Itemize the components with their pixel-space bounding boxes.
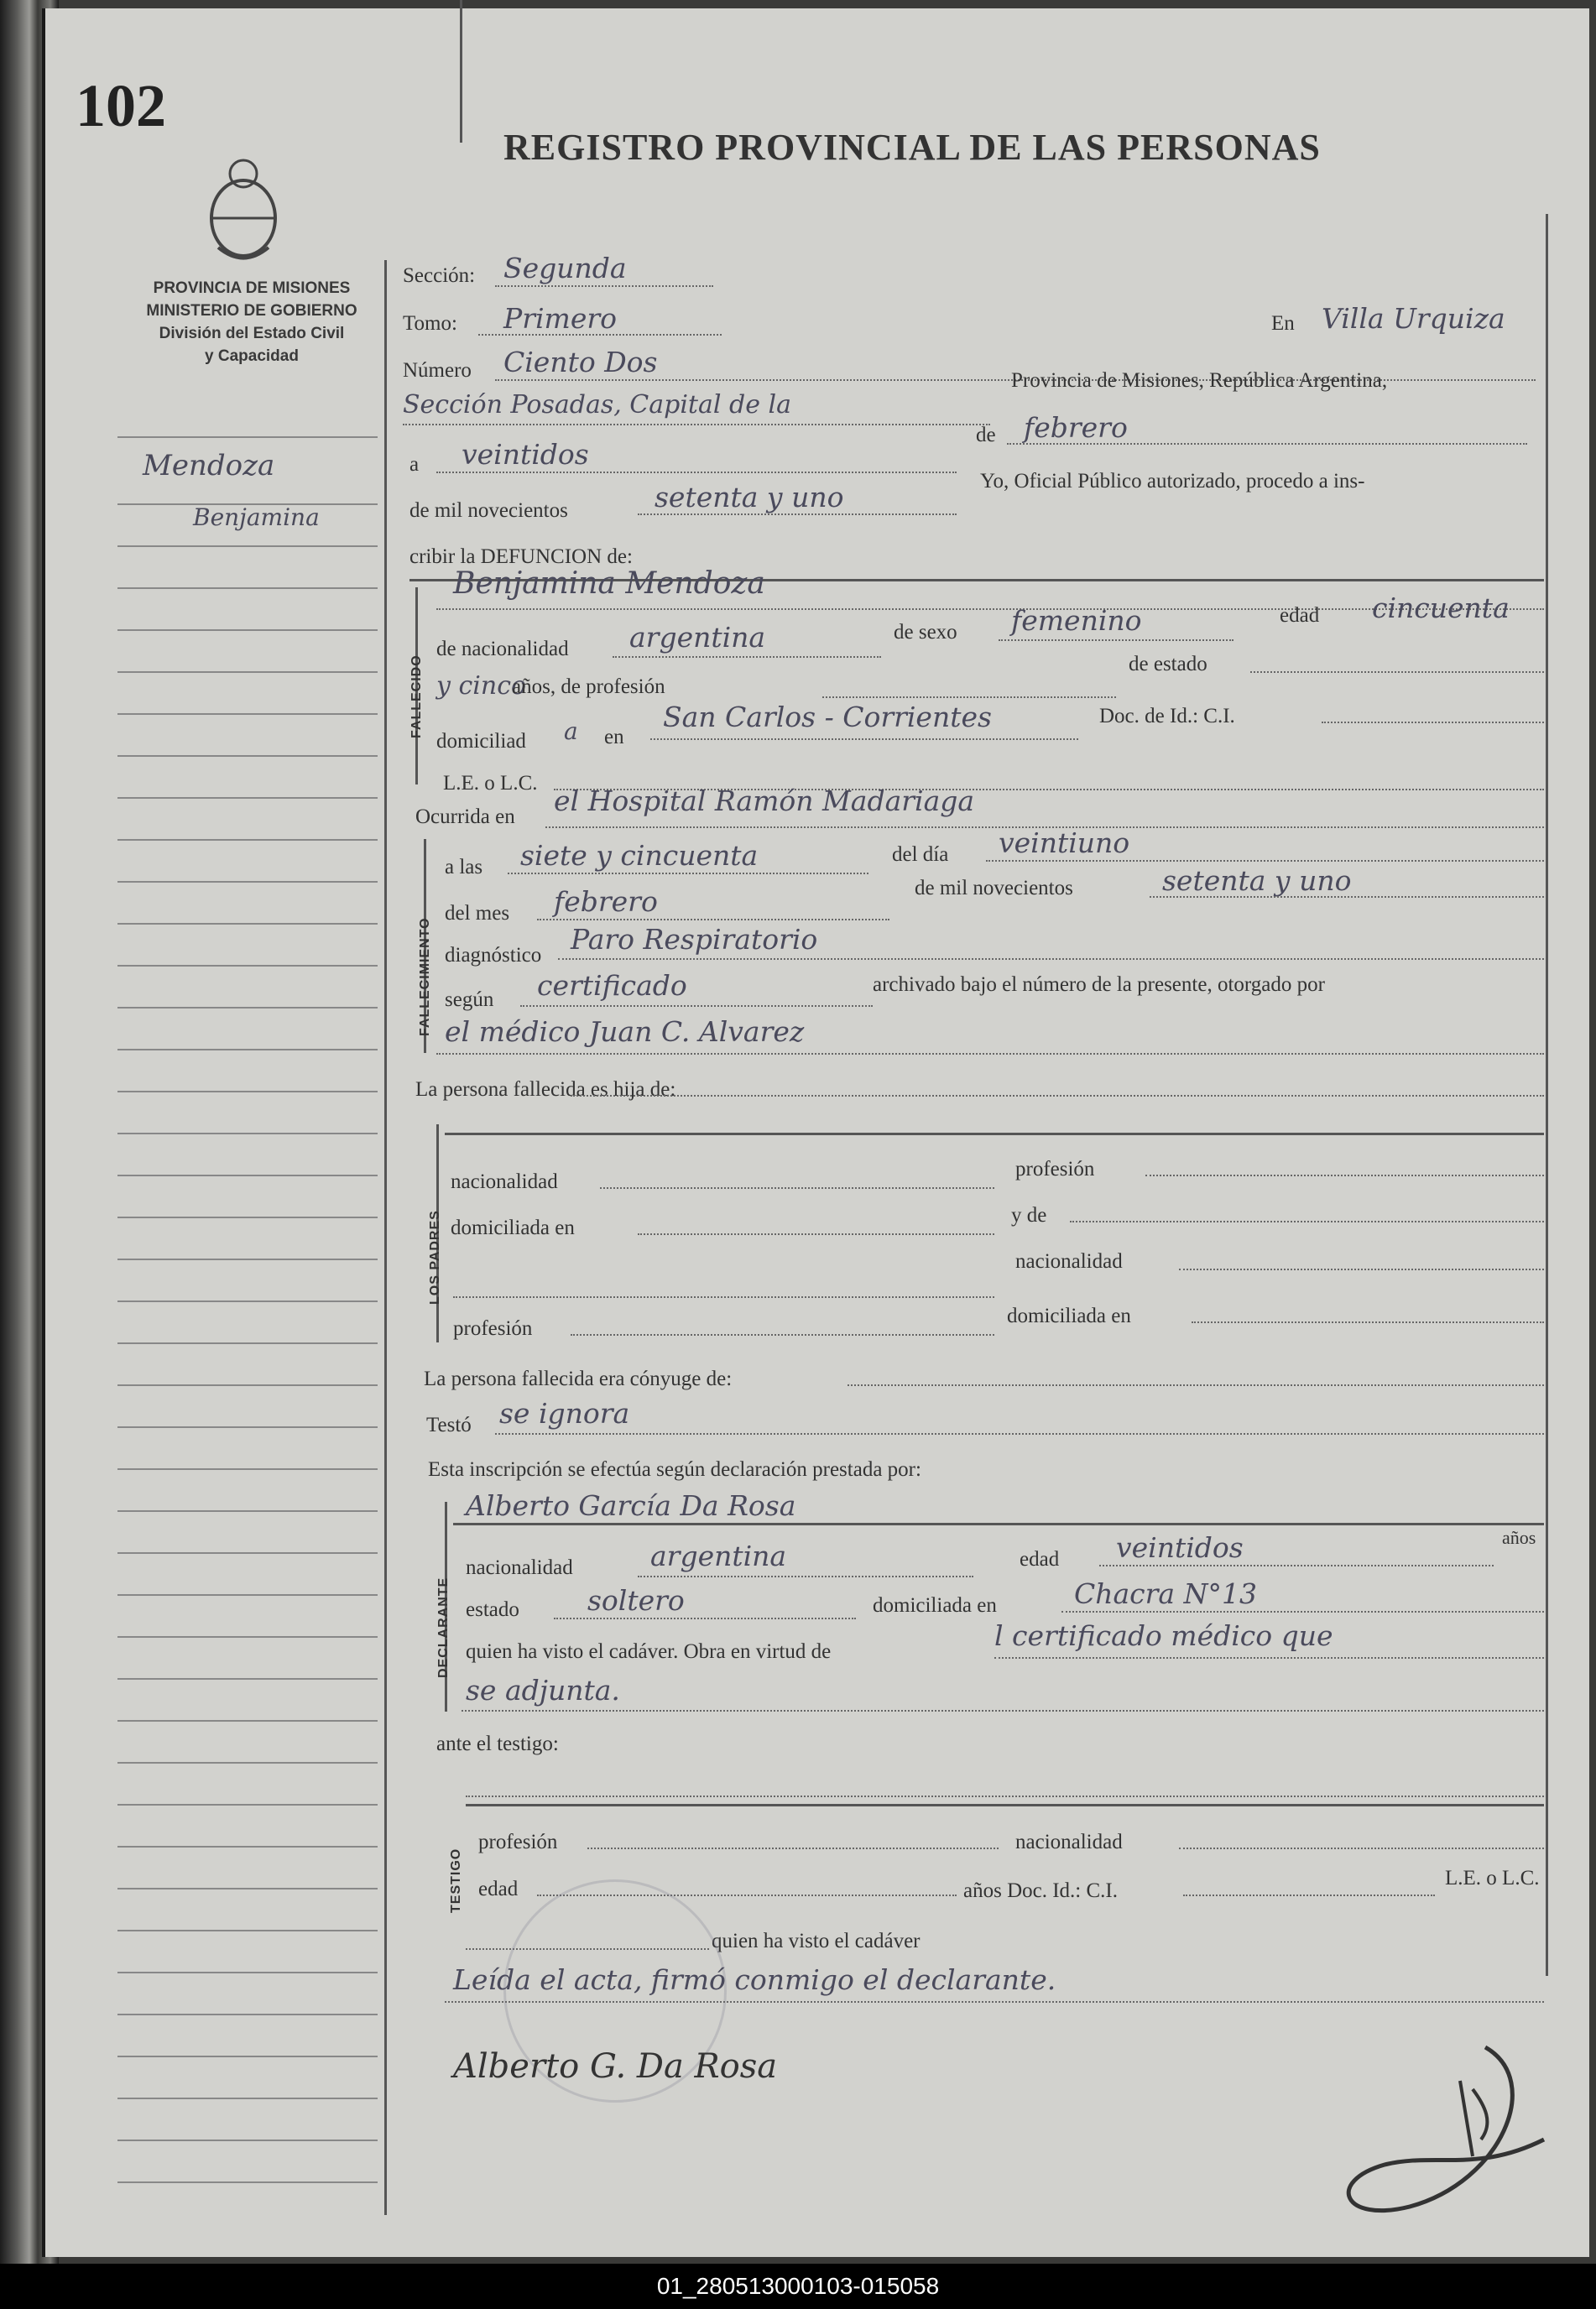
declarante-name: Alberto García Da Rosa [466,1489,796,1522]
testo-value: se ignora [499,1397,630,1430]
a-label: a [409,453,420,476]
dec-dom-line [1061,1611,1544,1613]
declarante-domiciliada-label: domiciliada en [873,1594,997,1617]
declarante-edad-label: edad [1020,1548,1060,1571]
en-label: En [1271,312,1295,335]
madre-nac-line [1179,1269,1544,1270]
declarante-nacionalidad-value: argentina [650,1540,787,1572]
dom-line [650,738,1078,740]
ocurrida-value: el Hospital Ramón Madariaga [554,784,975,817]
testigo-nac-line [1179,1848,1544,1849]
diag-line [558,958,1544,960]
declarante-estado-label: estado [466,1598,519,1621]
edad-value: cincuenta [1372,592,1510,624]
declarante-domicilio-value: Chacra N°13 [1074,1577,1257,1610]
padre-profesion-label: profesión [1015,1158,1095,1181]
mil-value-2: setenta y uno [1162,864,1352,897]
declarante-edad-value: veintidos [1116,1531,1244,1564]
declarante-virtud-value: l certificado médico que [994,1619,1333,1652]
issuer-block [117,277,386,367]
testigo-name-line [466,1796,1544,1797]
madre-dom-line [1192,1321,1544,1323]
madre-profesion-label: profesión [453,1317,533,1340]
fallecido-name: Benjamina Mendoza [453,566,765,601]
yo-text: Yo, Oficial Público autorizado, procedo a ins- [980,470,1365,493]
mes-label: del mes [445,902,510,925]
en-label-2: en [604,726,624,748]
medico-line [436,1053,1544,1055]
fallecimiento-section-label: FALLECIMIENTO [418,917,432,1036]
testo-label: Testó [426,1414,472,1436]
medico-value: el médico Juan C. Alvarez [445,1015,805,1048]
madre-nacionalidad-label: nacionalidad [1015,1250,1123,1273]
padre-nacionalidad-label: nacionalidad [451,1170,558,1193]
rule [466,1804,1544,1806]
coat-of-arms-icon [201,155,285,264]
ante-text: ante el testigo: [436,1733,559,1755]
madre-domiciliada-label: domiciliada en [1007,1305,1131,1327]
dec-estado-line [554,1618,856,1619]
hija-line [571,1095,1544,1097]
testo-line [495,1433,1544,1435]
ydeline [1070,1221,1544,1222]
sexo-label: de sexo [894,621,957,644]
testigo-bracket [460,0,462,143]
archivado-text: archivado bajo el número de la presente, otorgado por [873,973,1325,996]
issuer-line-4: y Capacidad [205,347,299,365]
conyuge-text: La persona fallecida era cónyuge de: [424,1368,733,1390]
page-title: REGISTRO PROVINCIAL DE LAS PERSONAS [503,127,1321,168]
tomo-value: Primero [503,302,617,335]
footer-id: 01_280513000103-015058 [0,2264,1596,2309]
declarante-visto-text: quien ha visto el cadáver. Obra en virtud de [466,1640,832,1663]
nac-line [613,656,881,658]
de-label: de [976,424,996,446]
edad-label: edad [1280,604,1320,627]
nacionalidad-label: de nacionalidad [436,638,569,660]
doc-label: Doc. de Id.: C.I. [1099,705,1235,727]
madre-prof-line [571,1334,994,1336]
padre-nac-line [600,1187,994,1189]
official-signature-icon [1292,2030,1569,2232]
right-border [1546,214,1548,1976]
declarante-nacionalidad-label: nacionalidad [466,1556,573,1579]
closing-text: Leída el acta, firmó conmigo el declarante. [453,1963,1056,1996]
padre-prof-line [1145,1175,1544,1176]
seccion-label: Sección: [403,264,476,287]
issuer-line-2: MINISTERIO DE GOBIERNO [146,302,357,320]
diagnostico-value: Paro Respiratorio [571,923,818,956]
dia-value: veintiuno [999,826,1130,859]
closing-line [445,2001,1544,2003]
a-value: veintidos [462,438,589,471]
hora-line [508,873,868,874]
dec-nac-line [638,1576,973,1577]
domiciliado-suffix: a [564,717,578,745]
conyuge-line [848,1384,1544,1386]
en-value: Villa Urquiza [1322,302,1505,335]
padre-extra-line [453,1296,994,1298]
testigo-le-label: L.E. o L.C. [1445,1867,1540,1889]
testigo-visto-text: quien ha visto el cadáver [712,1930,921,1952]
virtud-line-2 [462,1710,1544,1712]
dec-edad-line [1099,1565,1494,1566]
declarante-anios-label: años [1502,1527,1536,1548]
inscripcion-text: Esta inscripción se efectúa según declaración prestada por: [428,1458,921,1481]
estado-label: de estado [1129,653,1207,675]
sexo-value: femenino [1011,604,1142,637]
sexo-line [999,639,1234,641]
padre-domiciliada-label: domiciliada en [451,1217,575,1239]
place-value: Sección Posadas, Capital de la [403,390,791,420]
nacionalidad-value: argentina [629,621,766,654]
testigo-edad-label: edad [478,1878,519,1900]
mil-line [638,513,957,515]
a-las-value: siete y cincuenta [520,839,759,872]
testigo-doc-line [1183,1895,1435,1896]
ocurrida-label: Ocurrida en [415,805,515,828]
le-label: L.E. o L.C. [443,772,538,795]
domiciliado-label: domiciliad [436,730,526,753]
segun-line [520,1005,873,1007]
mil-value: setenta y uno [655,481,844,513]
issuer-line-3: División del Estado Civil [159,325,345,342]
tomo-line [478,334,722,336]
page-number: 102 [76,72,166,139]
numero-label: Número [403,359,472,382]
testigo-nacionalidad-label: nacionalidad [1015,1831,1123,1853]
dia-line [986,860,1544,862]
domicilio-value: San Carlos - Corrientes [663,701,992,733]
rule [453,1523,1544,1525]
cribir-text: cribir la DEFUNCION de: [409,545,633,568]
mil-line-2 [1150,896,1544,898]
margin-name: Benjamina [193,503,320,531]
a-line [436,472,957,473]
edad-value-2: y cinco [436,671,527,701]
a-las-label: a las [445,856,483,878]
margin-surname: Mendoza [143,449,275,482]
estado-line [1250,671,1544,673]
testigo-anios-doc-label: años Doc. Id.: C.I. [963,1879,1118,1902]
declarante-estado-value: soltero [587,1584,685,1617]
virtud-line [994,1657,1544,1659]
mil-label: de mil novecientos [409,499,568,522]
diagnostico-label: diagnóstico [445,944,542,967]
declarante-signature: Alberto G. Da Rosa [453,2047,778,2086]
issuer-line-1: PROVINCIA DE MISIONES [153,279,351,297]
segun-label: según [445,988,494,1011]
testigo-profesion-label: profesión [478,1831,558,1853]
testigo-prof-line [587,1848,999,1849]
mil-label-2: de mil novecientos [915,877,1073,899]
de-value: febrero [1024,411,1128,444]
y-de-label: y de [1011,1204,1047,1227]
column-divider [384,260,387,2215]
seccion-line [495,285,713,287]
mes-line [537,919,889,920]
numero-value: Ciento Dos [503,346,658,378]
fallecido-section-label: FALLECIDO [409,654,424,738]
declarante-virtud-value-2: se adjunta. [466,1674,620,1707]
testigo-section-label: TESTIGO [449,1848,463,1913]
hija-text: La persona fallecida es hija de: [415,1078,676,1101]
de-line [1007,443,1527,445]
rule [445,1133,1544,1135]
anios-label: años, de profesión [512,675,665,698]
place-line [403,424,990,425]
tomo-label: Tomo: [403,312,457,335]
padres-section-label: LOS PADRES [428,1210,442,1305]
dia-label: del día [892,843,949,866]
padre-dom-line [638,1233,994,1235]
seccion-value: Segunda [503,252,627,284]
declarante-section-label: DECLARANTE [436,1577,451,1678]
prof-line [822,696,1116,698]
doc-line [1322,722,1544,723]
segun-value: certificado [537,969,687,1002]
provincia-text: Provincia de Misiones, República Argentina, [1011,369,1388,392]
mes-value: febrero [554,885,658,918]
